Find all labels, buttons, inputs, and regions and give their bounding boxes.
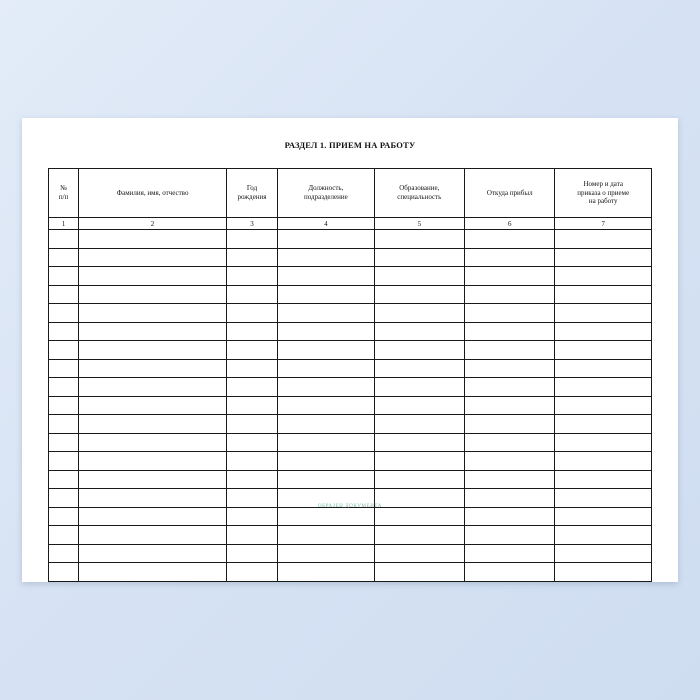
table-cell-empty[interactable]: [278, 507, 374, 526]
table-row[interactable]: [49, 544, 652, 563]
table-cell-empty[interactable]: [278, 230, 374, 249]
page-title: РАЗДЕЛ 1. ПРИЕМ НА РАБОТУ: [284, 140, 416, 150]
table-cell-empty[interactable]: [278, 341, 374, 360]
column-number-cell: 5: [374, 218, 464, 230]
table-cell-empty[interactable]: [465, 452, 555, 471]
table-cell-empty[interactable]: [555, 378, 652, 397]
table-cell-empty[interactable]: [79, 489, 227, 508]
table-cell-empty[interactable]: [79, 248, 227, 267]
table-row[interactable]: [49, 359, 652, 378]
table-cell-empty[interactable]: [278, 267, 374, 286]
table-cell-empty[interactable]: [465, 489, 555, 508]
table-cell-empty[interactable]: [374, 526, 464, 545]
table-row[interactable]: [49, 452, 652, 471]
table-cell-empty[interactable]: [226, 489, 277, 508]
table-cell-empty[interactable]: [465, 507, 555, 526]
table-row[interactable]: [49, 341, 652, 360]
table-cell-empty[interactable]: [79, 359, 227, 378]
watermark-text: ОБРАЗЕЦ ДОКУМЕНТА: [317, 504, 383, 509]
table-cell-empty[interactable]: [555, 489, 652, 508]
table-cell-empty[interactable]: [226, 415, 277, 434]
table-cell-empty[interactable]: [226, 359, 277, 378]
table-row[interactable]: [49, 415, 652, 434]
table-cell-empty[interactable]: [49, 470, 79, 489]
table-cell-empty[interactable]: [79, 415, 227, 434]
table-cell-empty[interactable]: [374, 304, 464, 323]
table-cell-empty[interactable]: [49, 285, 79, 304]
table-cell-empty[interactable]: [465, 433, 555, 452]
column-header-order: Номер и дата приказа о приеме на работу: [555, 169, 652, 218]
table-cell-empty[interactable]: [555, 341, 652, 360]
document-page: [22, 118, 678, 582]
column-header-number: № п/п: [49, 169, 79, 218]
table-cell-empty[interactable]: [226, 341, 277, 360]
column-number-cell: 1: [49, 218, 79, 230]
table-cell-empty[interactable]: [79, 378, 227, 397]
table-cell-empty[interactable]: [374, 452, 464, 471]
table-cell-empty[interactable]: [226, 544, 277, 563]
table-cell-empty[interactable]: [374, 359, 464, 378]
table-cell-empty[interactable]: [79, 544, 227, 563]
table-cell-empty[interactable]: [226, 285, 277, 304]
table-cell-empty[interactable]: [555, 285, 652, 304]
table-cell-empty[interactable]: [555, 526, 652, 545]
table-cell-empty[interactable]: [49, 415, 79, 434]
table-cell-empty[interactable]: [555, 396, 652, 415]
table-cell-empty[interactable]: [278, 415, 374, 434]
table-row[interactable]: [49, 433, 652, 452]
table-row[interactable]: [49, 396, 652, 415]
table-cell-empty[interactable]: [555, 563, 652, 582]
table-cell-empty[interactable]: [555, 544, 652, 563]
table-cell-empty[interactable]: [49, 304, 79, 323]
table-header: [49, 169, 652, 218]
table-cell-empty[interactable]: [226, 304, 277, 323]
column-number-cell: 7: [555, 218, 652, 230]
table-cell-empty[interactable]: [555, 322, 652, 341]
table-cell-empty[interactable]: [374, 415, 464, 434]
table-cell-empty[interactable]: [49, 396, 79, 415]
table-cell-empty[interactable]: [226, 563, 277, 582]
registry-table: [48, 168, 652, 582]
table-cell-empty[interactable]: [465, 415, 555, 434]
column-header-position: Должность, подразделение: [278, 169, 374, 218]
table-cell-empty[interactable]: [278, 526, 374, 545]
table-cell-empty[interactable]: [278, 304, 374, 323]
table-cell-empty[interactable]: [278, 248, 374, 267]
table-cell-empty[interactable]: [226, 470, 277, 489]
table-cell-empty[interactable]: [278, 359, 374, 378]
table-cell-empty[interactable]: [226, 396, 277, 415]
table-cell-empty[interactable]: [374, 341, 464, 360]
table-cell-empty[interactable]: [226, 433, 277, 452]
table-cell-empty[interactable]: [49, 563, 79, 582]
table-cell-empty[interactable]: [49, 526, 79, 545]
table-cell-empty[interactable]: [555, 452, 652, 471]
table-cell-empty[interactable]: [374, 267, 464, 286]
table-cell-empty[interactable]: [226, 378, 277, 397]
table-cell-empty[interactable]: [465, 285, 555, 304]
table-cell-empty[interactable]: [555, 507, 652, 526]
table-cell-empty[interactable]: [555, 359, 652, 378]
table-cell-empty[interactable]: [49, 507, 79, 526]
table-cell-empty[interactable]: [278, 544, 374, 563]
table-cell-empty[interactable]: [374, 396, 464, 415]
table-row[interactable]: [49, 267, 652, 286]
table-row[interactable]: [49, 507, 652, 526]
table-cell-empty[interactable]: [79, 341, 227, 360]
table-cell-empty[interactable]: [226, 322, 277, 341]
table-row[interactable]: [49, 304, 652, 323]
column-header-birthyear: Год рождения: [226, 169, 277, 218]
table-cell-empty[interactable]: [555, 415, 652, 434]
table-cell-empty[interactable]: [465, 563, 555, 582]
table-cell-empty[interactable]: [278, 322, 374, 341]
table-body: [49, 218, 652, 582]
table-cell-empty[interactable]: [278, 378, 374, 397]
table-cell-empty[interactable]: [374, 489, 464, 508]
table-row[interactable]: [49, 489, 652, 508]
table-cell-empty[interactable]: [374, 433, 464, 452]
table-cell-empty[interactable]: [49, 248, 79, 267]
table-cell-empty[interactable]: [555, 470, 652, 489]
table-cell-empty[interactable]: [79, 322, 227, 341]
table-cell-empty[interactable]: [49, 230, 79, 249]
table-cell-empty[interactable]: [278, 470, 374, 489]
table-cell-empty[interactable]: [49, 433, 79, 452]
column-number-row: [49, 218, 652, 230]
table-cell-empty[interactable]: [465, 396, 555, 415]
table-cell-empty[interactable]: [555, 433, 652, 452]
table-row[interactable]: [49, 230, 652, 249]
table-cell-empty[interactable]: [79, 304, 227, 323]
table-cell-empty[interactable]: [374, 544, 464, 563]
table-row[interactable]: [49, 285, 652, 304]
table-row[interactable]: [49, 526, 652, 545]
table-cell-empty[interactable]: [465, 526, 555, 545]
table-cell-empty[interactable]: [278, 396, 374, 415]
table-cell-empty[interactable]: [79, 470, 227, 489]
table-cell-empty[interactable]: [465, 248, 555, 267]
column-number-cell: 6: [465, 218, 555, 230]
table-cell-empty[interactable]: [465, 341, 555, 360]
table-row[interactable]: [49, 563, 652, 582]
table-cell-empty[interactable]: [226, 248, 277, 267]
table-cell-empty[interactable]: [49, 544, 79, 563]
table-cell-empty[interactable]: [555, 248, 652, 267]
table-cell-empty[interactable]: [555, 267, 652, 286]
table-cell-empty[interactable]: [278, 452, 374, 471]
table-cell-empty[interactable]: [374, 507, 464, 526]
column-header-education: Образование, специальность: [374, 169, 464, 218]
table-cell-empty[interactable]: [226, 507, 277, 526]
table-cell-empty[interactable]: [79, 230, 227, 249]
table-cell-empty[interactable]: [226, 230, 277, 249]
table-cell-empty[interactable]: [374, 248, 464, 267]
table-cell-empty[interactable]: [374, 470, 464, 489]
table-cell-empty[interactable]: [79, 452, 227, 471]
table-row[interactable]: [49, 378, 652, 397]
table-cell-empty[interactable]: [49, 489, 79, 508]
table-cell-empty[interactable]: [465, 230, 555, 249]
table-cell-empty[interactable]: [465, 470, 555, 489]
table-cell-empty[interactable]: [555, 230, 652, 249]
table-cell-empty[interactable]: [374, 563, 464, 582]
table-cell-empty[interactable]: [49, 267, 79, 286]
table-row[interactable]: [49, 322, 652, 341]
table-cell-empty[interactable]: [226, 452, 277, 471]
table-cell-empty[interactable]: [465, 322, 555, 341]
table-cell-empty[interactable]: [79, 563, 227, 582]
table-cell-empty[interactable]: [278, 433, 374, 452]
table-cell-empty[interactable]: [226, 526, 277, 545]
table-cell-empty[interactable]: [49, 378, 79, 397]
table-cell-empty[interactable]: [465, 359, 555, 378]
table-cell-empty[interactable]: [49, 341, 79, 360]
column-number-cell: 2: [79, 218, 227, 230]
table-cell-empty[interactable]: [278, 563, 374, 582]
table-cell-empty[interactable]: [555, 304, 652, 323]
registry-table-container: [48, 168, 652, 582]
column-number-cell: 3: [226, 218, 277, 230]
column-number-cell: 4: [278, 218, 374, 230]
table-cell-empty[interactable]: [374, 285, 464, 304]
table-cell-empty[interactable]: [465, 267, 555, 286]
table-row[interactable]: [49, 470, 652, 489]
table-cell-empty[interactable]: [226, 267, 277, 286]
table-cell-empty[interactable]: [79, 267, 227, 286]
table-cell-empty[interactable]: [465, 544, 555, 563]
table-cell-empty[interactable]: [79, 507, 227, 526]
table-cell-empty[interactable]: [79, 285, 227, 304]
column-header-origin: Откуда прибыл: [465, 169, 555, 218]
table-cell-empty[interactable]: [79, 526, 227, 545]
table-cell-empty[interactable]: [278, 285, 374, 304]
table-cell-empty[interactable]: [374, 322, 464, 341]
table-cell-empty[interactable]: [374, 378, 464, 397]
column-header-fullname: Фамилия, имя, отчество: [79, 169, 227, 218]
table-cell-empty[interactable]: [374, 230, 464, 249]
table-cell-empty[interactable]: [49, 359, 79, 378]
table-row[interactable]: [49, 248, 652, 267]
table-cell-empty[interactable]: [49, 322, 79, 341]
table-cell-empty[interactable]: [278, 489, 374, 508]
table-cell-empty[interactable]: [465, 304, 555, 323]
table-header-row: [49, 169, 652, 218]
table-cell-empty[interactable]: [79, 433, 227, 452]
table-cell-empty[interactable]: [79, 396, 227, 415]
table-cell-empty[interactable]: [49, 452, 79, 471]
table-cell-empty[interactable]: [465, 378, 555, 397]
